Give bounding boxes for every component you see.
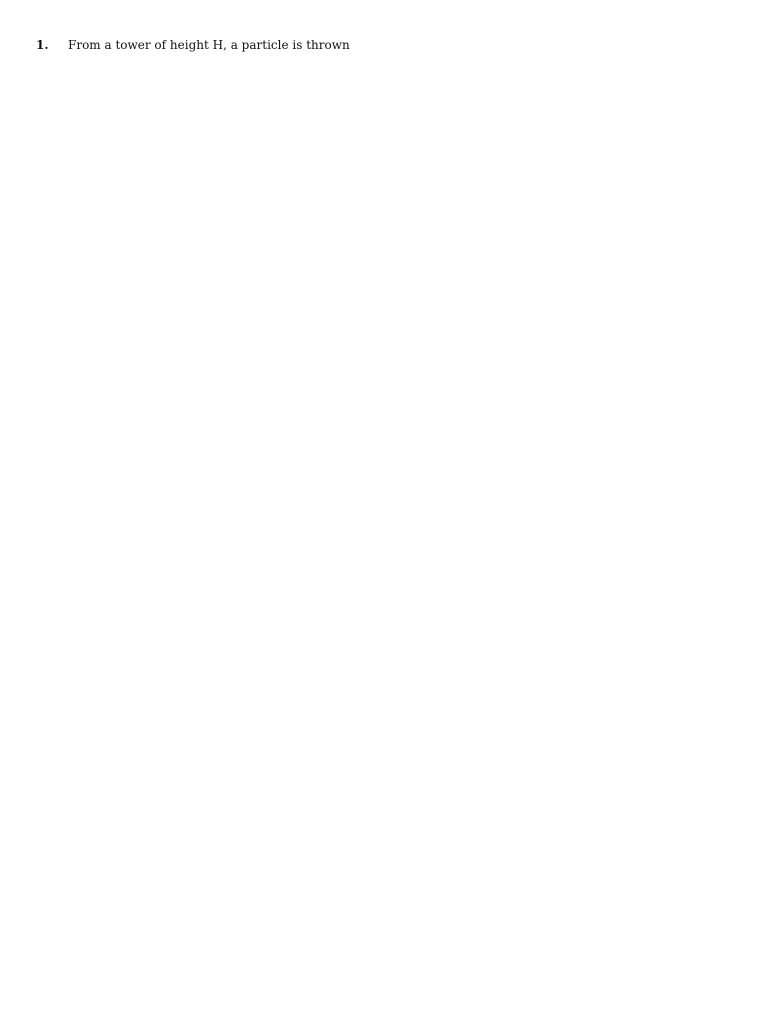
- question-text-line: From a tower of height H, a particle is thrown: [68, 38, 350, 52]
- question-number: 1.: [36, 38, 49, 52]
